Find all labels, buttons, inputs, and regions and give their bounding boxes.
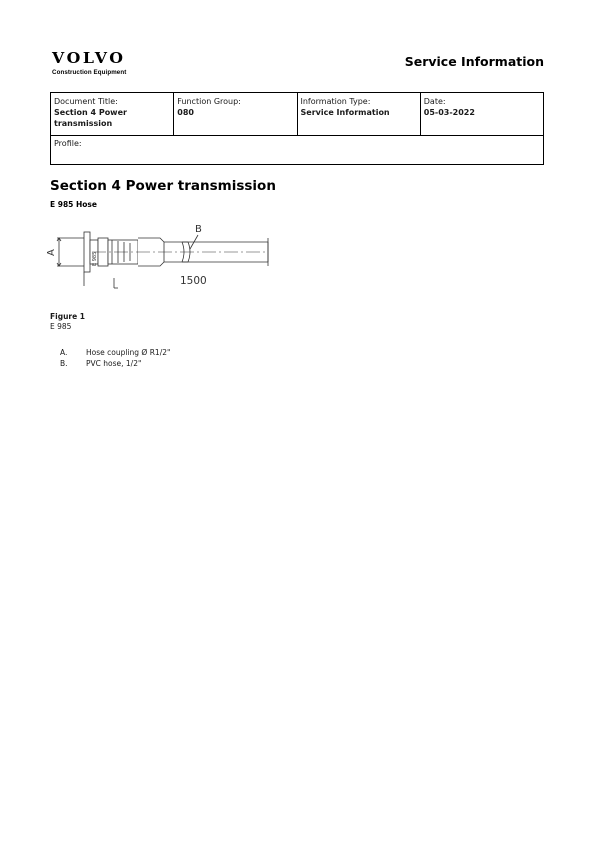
legend-key: A. xyxy=(60,348,68,357)
function-group-cell xyxy=(174,93,297,135)
doc-title-cell xyxy=(51,93,174,135)
profile-row xyxy=(51,136,543,164)
label-a: A xyxy=(46,249,57,256)
figure-caption-text: E 985 xyxy=(50,322,72,331)
info-type-cell xyxy=(298,93,421,135)
legend-text: Hose coupling Ø R1/2" xyxy=(86,348,171,357)
legend-text: PVC hose, 1/2" xyxy=(86,359,142,368)
label-b: B xyxy=(195,224,202,235)
list-item xyxy=(60,358,170,369)
section-title: Section 4 Power transmission xyxy=(50,178,276,194)
legend-key: B. xyxy=(60,359,68,368)
dimension-1500: 1500 xyxy=(180,275,207,287)
info-row xyxy=(51,93,543,136)
function-group-value: 080 xyxy=(177,108,194,117)
info-type-label: Information Type: xyxy=(300,97,371,106)
profile-label: Profile: xyxy=(54,139,82,148)
document-info-table xyxy=(50,92,544,165)
page-header-title: Service Information xyxy=(404,54,544,69)
info-type-value: Service Information xyxy=(300,108,390,117)
hose-figure xyxy=(40,218,272,290)
date-label: Date: xyxy=(423,97,446,106)
part-marking: E 985 xyxy=(92,251,98,266)
date-cell xyxy=(421,93,543,135)
legend-list xyxy=(60,347,170,369)
doc-title-value: Section 4 Power transmission xyxy=(54,108,127,128)
date-value: 05-03-2022 xyxy=(423,108,475,117)
doc-title-label: Document Title: xyxy=(54,97,118,106)
brand-subtitle: Construction Equipment xyxy=(52,69,127,76)
figure-caption xyxy=(50,312,85,332)
function-group-label: Function Group: xyxy=(177,97,241,106)
list-item xyxy=(60,347,170,358)
section-subtitle: E 985 Hose xyxy=(50,200,97,209)
volvo-logo xyxy=(52,50,126,76)
figure-caption-title: Figure 1 xyxy=(50,312,86,321)
brand-wordmark: VOLVO xyxy=(52,49,126,67)
